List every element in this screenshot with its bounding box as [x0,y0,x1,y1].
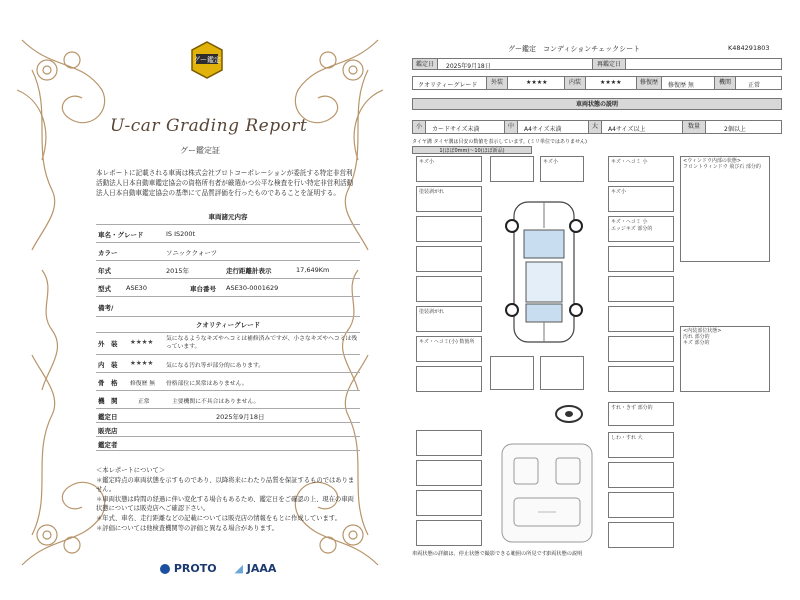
mileage-label: 走行距離計表示 [226,267,272,275]
ext-stars: ★★★★ [526,79,548,86]
chassis-label: 車台番号 [190,285,216,293]
condition-box [608,276,674,302]
engine-label: 機 関 [98,397,118,405]
size-mid: 中 [504,120,518,134]
condition-box [608,246,674,272]
condition-box [608,492,674,518]
remarks-label: 備考/ [98,304,114,312]
frame-row [96,374,360,391]
report-title: U-car Grading Report [110,116,308,136]
tire-label: タイヤ溝 [412,139,432,145]
year-label: 年式 [98,267,111,275]
engine-value-right: 正常 [748,82,761,89]
condition-check-sheet [396,30,788,575]
condition-box [416,520,482,546]
size-mid-desc: A4サイズ未満 [524,126,562,133]
inspection-date-label: 鑑定日 [98,413,118,421]
condition-box [416,430,482,456]
footer-note: 車両状態の詳細は、停止状態で撮影できる範囲の所見です。 [412,551,552,557]
color-row [96,244,360,261]
svg-text:グー鑑定: グー鑑定 [193,56,221,64]
condition-box [608,306,674,332]
quality-header: クオリティーグレード [96,320,360,333]
frame-value: 修復歴 無 [130,381,156,387]
date-value: 2025年9月18日 [446,63,491,70]
condition-box-label: キズ小 [543,159,558,165]
repair-label: 修復歴 [636,76,662,90]
count-label: 数量 [682,120,706,134]
report-subtitle: グー鑑定証 [180,146,220,155]
steering-wheel-icon [554,404,584,424]
condition-box [416,246,482,272]
condition-box [490,156,534,182]
tire-note-text: タイヤ溝は目安の数値を表示しています。(ミリ単位ではありません) [433,139,587,145]
note-item: ＊鑑定時点の車両状態を示すものであり、以降将来にわたり品質を保証するものではありません。 [96,476,355,494]
color-value: ソニッククォーツ [166,249,218,257]
size-large-desc: A4サイズ以上 [608,126,646,133]
engine-desc: 主要機関に不具合はありません。 [172,399,260,405]
mileage-value: 17,649Km [296,266,330,274]
gu-kantei-emblem-icon [190,40,224,80]
exterior-stars: ★★★★ [130,338,154,346]
int-label: 内装 [564,76,586,90]
size-small: 小 [412,120,426,134]
size-large: 大 [588,120,602,134]
footer-logos [160,562,276,575]
condition-box-label: 塗装剥がれ [419,309,445,315]
condition-box [608,366,674,392]
count-value: 2個以上 [724,126,746,133]
condition-box-label: 塗装剥がれ [419,189,445,195]
condition-box [416,216,482,242]
condition-box [608,336,674,362]
condition-box [416,276,482,302]
inspection-date-row [96,410,360,423]
grading-report-certificate [12,30,388,575]
condition-box-label: キズ・ヘコミ 小 [611,159,648,165]
frame-label: 骨 格 [98,379,118,387]
jaaa-logo-icon: ◢ [234,562,243,575]
type-value: ASE30 [126,284,147,292]
interior-layout-diagram [492,438,602,548]
condition-box [416,460,482,486]
engine-row [96,392,360,409]
condition-box [490,356,534,390]
quality-label: クオリティーグレード [418,82,478,89]
interior-row [96,356,360,373]
condition-box [608,522,674,548]
tire-scale: 1(ほぼ0mm)〜10(ほぼ新品) [412,146,532,154]
note-item: ＊車両状態は時間の経過に伴い変化する場合もあるため、鑑定日をご確認の上、現在の車両状態については販売店へご確認下さい。 [96,495,354,513]
color-label: カラー [98,249,118,257]
condition-box-label: キズ・ヘコミ(小) 数箇所 [419,339,475,345]
sheet-title: グー鑑定 コンディションチェックシート [508,45,641,53]
condition-box [416,490,482,516]
remarks-row [96,298,360,317]
proto-logo-icon [160,564,170,574]
car-top-view-diagram [496,192,592,352]
condition-box [416,366,482,392]
condition-box-label: キズ小 [419,159,434,165]
report-notes [96,466,360,533]
type-row [96,280,360,297]
tire-note [412,138,587,145]
dealer-row [96,424,360,437]
exterior-row [96,334,360,355]
note-item: ＊年式、車名、走行距離などの記載については販売店の情報をもとに作成しています。 [96,514,341,522]
year-value: 2015年 [166,267,190,275]
chassis-value: ASE30-0001629 [226,284,279,292]
window-condition-label: <ウィンドウ内部の状態> フロントウィンドウ 飛び石 部分的 [683,158,761,170]
exterior-label: 外 装 [98,340,118,348]
specs-header: 車両諸元内容 [96,212,360,225]
section-title: 車両状態の説明 [412,98,782,110]
vehicle-specs-table [96,212,360,449]
notes-title: ＜本レポートについて＞ [96,467,166,474]
reinspect-label: 再鑑定日 [592,58,626,70]
condition-box-label: キズ小 [611,189,626,195]
model-label: 車名・グレード [98,231,144,239]
proto-logo: PROTO [173,562,217,575]
condition-box-label: しわ・すれ 大 [611,435,643,441]
model-row [96,226,360,243]
engine-label-right: 機関 [714,76,736,90]
year-row [96,262,360,279]
interior-condition-label: <内装部位状態> 汚れ 部分的 キズ 部分的 [683,328,722,346]
size-small-desc: カードサイズ未満 [432,126,480,133]
frame-desc: 骨格部位に異常はありません。 [166,381,248,387]
condition-box-label: すれ・きず 部分的 [611,405,653,411]
inspector-row [96,438,360,451]
interior-label: 内 装 [98,361,118,369]
footer-note2: 車両状態の説明 [546,551,583,557]
int-stars: ★★★★ [600,79,622,86]
inspector-label: 鑑定者 [98,441,118,449]
ext-label: 外装 [486,76,508,90]
date-label: 鑑定日 [412,58,438,70]
type-label: 型式 [98,285,111,293]
inspection-date-value: 2025年9月18日 [216,413,265,421]
window-condition-box [680,156,770,262]
note-item: ＊評価については他検査機関等の評価と異なる場合があります。 [96,524,278,532]
condition-box-label: キズ・ヘコミ 小 エッジキズ 部分的 [611,219,653,232]
condition-box [540,356,584,390]
repair-value: 修復歴 無 [668,82,694,89]
jaaa-logo: JAAA [246,562,277,575]
interior-desc: 気になる汚れ等が部分的にあります。 [166,363,265,369]
interior-stars: ★★★★ [130,359,154,367]
intro-text: 本レポートに記載される車両は株式会社プロトコーポレーションが委託する特定非営利活動法人日本自動車鑑定協会の資格所有者が厳選かつ公平な検査を行い特定非営利活動法人日本自動車鑑定協会の基準にて品質評価を行ったものであることを証明する。 [96,169,354,197]
dealer-label: 販売店 [98,427,118,435]
engine-value: 正常 [138,399,150,405]
exterior-desc: 気になるようなキズやヘコミは補修済みですが、小さなキズやヘコミは残っています。 [166,336,358,350]
model-value: IS IS200t [166,230,196,238]
doc-id: K484291803 [728,44,770,52]
condition-box [608,462,674,488]
